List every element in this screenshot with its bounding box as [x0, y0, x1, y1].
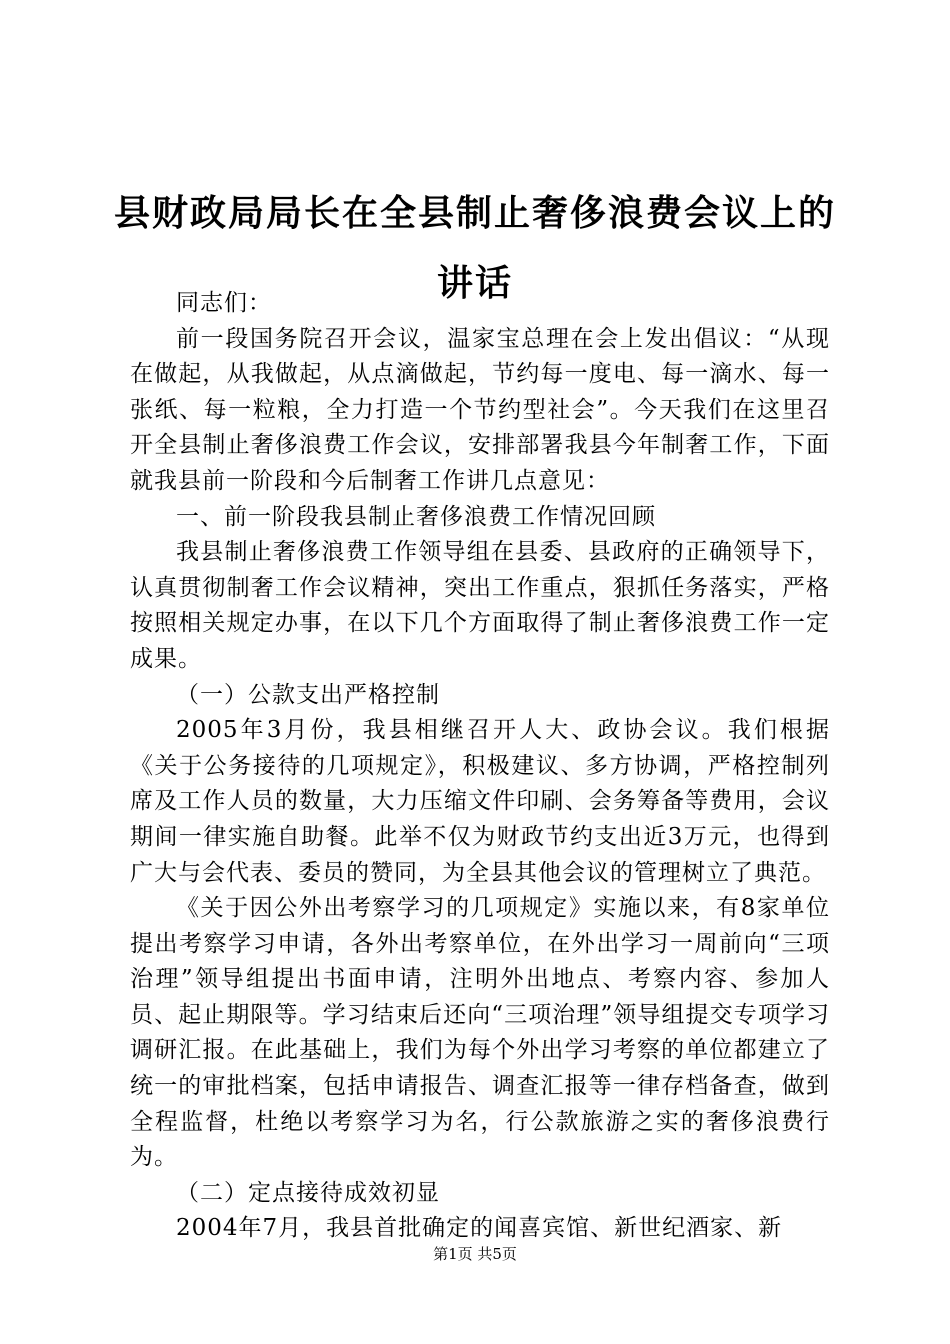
subsection-heading: （二）定点接待成效初显: [176, 1179, 440, 1206]
paragraph: 前一段国务院召开会议，温家宝总理在会上发出倡议：“从现在做起，从我做起，从点滴做起，节约每一度电、每一滴水、每一张纸、每一粒粮，全力打造一个节约型社会”。今天我们在这里召开全县制止奢侈浪费工作会议，安排部署我县今年制奢工作，下面就我县前一阶段和今后制奢工作讲几点意见：: [130, 325, 830, 494]
section-heading: 一、前一阶段我县制止奢侈浪费工作情况回顾: [176, 503, 656, 530]
page-footer: 第1页 共5页: [433, 1245, 517, 1263]
document-title: 县财政局局长在全县制止奢侈浪费会议上的讲话: [113, 192, 836, 304]
salutation: 同志们：: [176, 290, 272, 316]
paragraph: 《关于因公外出考察学习的几项规定》实施以来，有8家单位提出考察学习申请，各外出考察单位，在外出学习一周前向“三项治理”领导组提出书面申请，注明外出地点、考察内容、参加人员、起止期限等。学习结束后还向“三项治理”领导组提交专项学习调研汇报。在此基础上，我们为每个外出学习考察的单位都建立了统一的审批档案，包括申请报告、调查汇报等一律存档备查，做到全程监督，杜绝以考察学习为名，行公款旅游之实的奢侈浪费行为。: [130, 895, 830, 1171]
paragraph: 2004年7月，我县首批确定的闻喜宾馆、新世纪酒家、新: [176, 1215, 783, 1242]
subsection-heading: （一）公款支出严格控制: [176, 681, 440, 708]
paragraph: 我县制止奢侈浪费工作领导组在县委、县政府的正确领导下，认真贯彻制奢工作会议精神，突出工作重点，狠抓任务落实，严格按照相关规定办事，在以下几个方面取得了制止奢侈浪费工作一定成果。: [130, 539, 830, 672]
document-body: [130, 286, 830, 1247]
paragraph: 2005年3月份，我县相继召开人大、政协会议。我们根据《关于公务接待的几项规定》，积极建议、多方协调，严格控制列席及工作人员的数量，大力压缩文件印刷、会务筹备等费用，会议期间一律实施自助餐。此举不仅为财政节约支出近3万元，也得到广大与会代表、委员的赞同，为全县其他会议的管理树立了典范。: [130, 717, 830, 886]
